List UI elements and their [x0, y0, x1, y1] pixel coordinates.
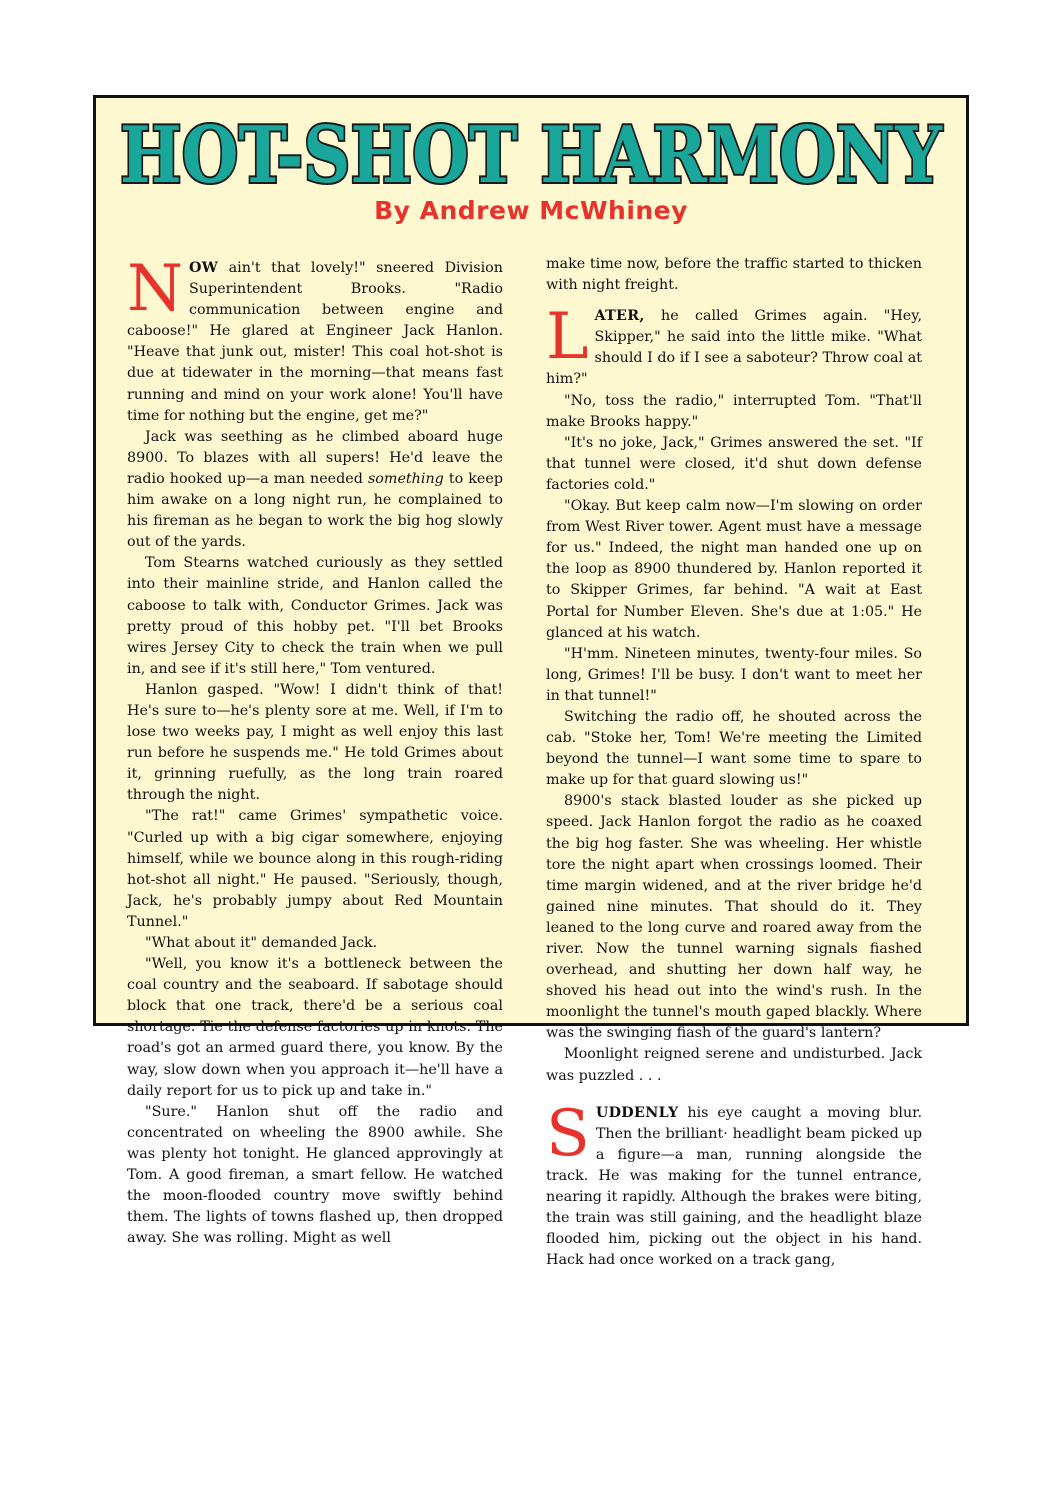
- byline: By Andrew McWhiney: [374, 196, 688, 225]
- paragraph: Switching the radio off, he shouted across the cab. "Stoke her, Tom! We're meeting the Limited beyond the tunnel—I want some time to spare to make up for that guard slowing us!": [546, 708, 922, 789]
- paragraph: "The rat!" came Grimes' sympathetic voice. "Curled up with a big cigar somewhere, enjoying himself, while we bounce along in this rough-riding hot-shot all night." He paused. "Seriously, though, Jack, he's probably jumpy about Red Mountain Tunnel.": [127, 808, 503, 930]
- paragraph: NOW ain't that lovely!" sneered Division Superintendent Brooks. "Radio communication between engine and caboose!" He glared at Engineer Jack Hanlon. "Heave that junk out, mister! This coal hot-shot is due at tidewater in the morning—that means fast running and mind on your work alone! You'll have time for nothing but the engine, get me?": [127, 252, 503, 424]
- paragraph: Jack was seething as he climbed aboard huge 8900. To blazes with all supers! He'd leave the radio hooked up—a man needed something to keep him awake on a long night run, he complained to his fireman as he began to work the big hog slowly out of the yards.: [127, 428, 503, 551]
- paragraph: "Okay. But keep calm now—I'm slowing on order from West River tower. Agent must have a message for us." Indeed, the night man handed one up on the loop as 8900 thundered by. Hanlon reported it to Skipper Grimes, far behind. "A wait at East Portal for Number Eleven. She's due at 1:05." He glanced at his watch.: [546, 498, 922, 641]
- drop-cap: N: [127, 252, 183, 326]
- paragraph: "Well, you know it's a bottleneck between the coal country and the seaboard. If sabotage should block that one track, there'd be a serious coal shortage. Tie the defense factories up in knots. The road's got an armed guard there, you know. By the way, slow down when you approach it—he'll have a daily report for us to pick up and take in.": [127, 956, 503, 1099]
- paragraph: "What about it" demanded Jack.: [145, 935, 378, 951]
- paragraph: "It's no joke, Jack," Grimes answered the set. "If that tunnel were closed, it'd shut down defense factories cold.": [546, 434, 922, 493]
- story-title: [96, 102, 966, 202]
- lead-in: OW: [189, 260, 219, 276]
- paragraph: "Sure." Hanlon shut off the radio and concentrated on wheeling the 8900 awhile. She was plenty hot tonight. He glanced approvingly at Tom. A good fireman, a smart fellow. He watched the moon-flooded country move swiftly behind them. The lights of towns flashed up, then dropped away. She was rolling. Might as well: [127, 1103, 503, 1247]
- paragraph: 8900's stack blasted louder as she picked up speed. Jack Hanlon forgot the radio as he coaxed the big hog faster. She was wheeling. Her whistle tore the night apart when crossings loomed. Their time margin widened, and at the river bridge he'd gained nine minutes. That should do it. They leaned to the long curve and roared away from the river. Now the tunnel warning signals fiashed overhead, and shutting her down half way, he shoved his head out into the wind's rush. In the moonlight the tunnel's mouth gaped blackly. Where was the swinging fiash of the guard's lantern?: [546, 793, 922, 1042]
- paragraph: "No, toss the radio," interrupted Tom. "That'll make Brooks happy.": [546, 392, 922, 430]
- title-text: HOT-SHOT HARMONY: [120, 110, 944, 201]
- lead-in: ATER,: [594, 308, 645, 325]
- paragraph: SUDDENLY his eye caught a moving blur. Then the brilliant· headlight beam picked up a figure—a man, running alongside the track. He was making for the tunnel entrance, nearing it rapidly. Although the brakes were biting, the train was still gaining, and the headlight blaze flooded him, picking out the object in his hand. Hack had once worked on a track gang,: [546, 1096, 922, 1269]
- paragraph: "H'mm. Nineteen minutes, twenty-four miles. So long, Grimes! I'll be busy. I don't want to meet her in that tunnel!": [546, 645, 922, 704]
- paragraph: LATER, he called Grimes again. "Hey, Skipper," he said into the little mike. "What should I do if I see a saboteur? Throw coal at him?": [546, 300, 922, 388]
- text-column-left: [127, 252, 503, 1249]
- paragraph: Moonlight reigned serene and undisturbed. Jack was puzzled . . .: [546, 1046, 922, 1084]
- paragraph: make time now, before the traffic started to thicken with night freight.: [546, 256, 922, 294]
- drop-cap: S: [546, 1096, 590, 1171]
- lead-in: UDDENLY: [595, 1104, 679, 1121]
- drop-cap: L: [546, 300, 589, 375]
- story-panel: [93, 95, 969, 1269]
- text-column-right: [546, 254, 922, 1271]
- paragraph: Tom Stearns watched curiously as they settled into their mainline stride, and Hanlon called the caboose to talk with, Conductor Grimes. Jack was pretty proud of this hobby pet. "I'll bet Brooks wires Jersey City to check the train when we pull in, and see if it's still here," Tom ventured.: [127, 555, 503, 677]
- paragraph: Hanlon gasped. "Wow! I didn't think of that! He's sure to—he's plenty sore at me. Well, if I'm to lose two weeks pay, I might as well enjoy this last run before he suspends me." He told Grimes about it, grinning ruefully, as the long train roared through the night.: [127, 681, 503, 804]
- emphasis: something: [367, 470, 444, 487]
